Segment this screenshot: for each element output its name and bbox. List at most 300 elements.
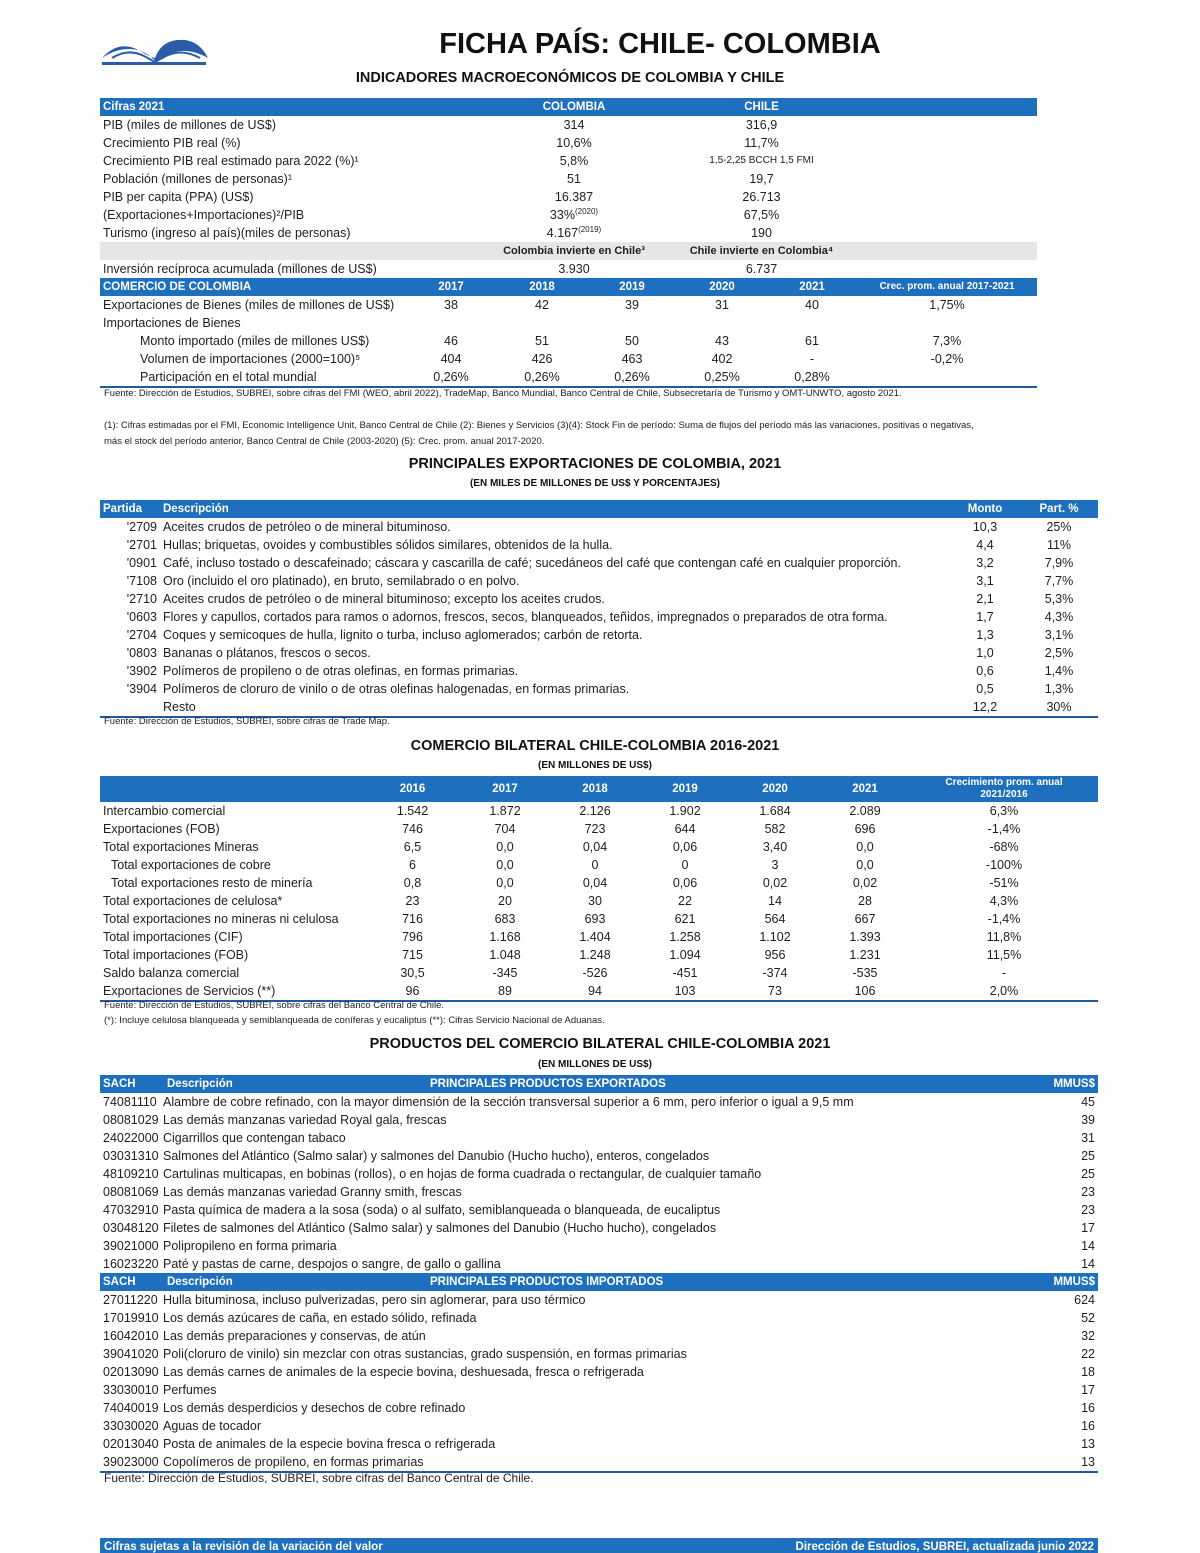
table-cell: -1,4% [987, 912, 1021, 926]
table-cell: 74081110 [103, 1095, 157, 1109]
table-cell: 03048120 [103, 1221, 159, 1235]
investment-row [100, 260, 1037, 278]
table-cell: -100% [985, 858, 1023, 872]
table-cell: Inversión recíproca acumulada (millones de US$) [103, 262, 377, 276]
table-cell [677, 314, 767, 332]
table-cell: 33030020 [103, 1419, 159, 1433]
table-cell: 02013090 [103, 1365, 159, 1379]
table-cell: Posta de animales de la especie bovina fresca o refrigerada [163, 1437, 496, 1451]
table-cell: Aceites crudos de petróleo o de mineral bituminoso; excepto los aceites crudos. [163, 592, 605, 606]
table-cell: 0,0 [856, 858, 874, 872]
export-product-row [100, 1165, 1098, 1183]
table-cell: 39 [1081, 1113, 1095, 1127]
table-cell: Turismo (ingreso al país)(miles de personas) [103, 226, 351, 240]
table-cell: 1,5-2,25 BCCH 1,5 FMI [709, 155, 814, 166]
colombia-trade-row [100, 368, 1037, 387]
export-product-row [100, 1129, 1098, 1147]
table-cell: 1.542 [396, 804, 429, 818]
table-cell: Exportaciones de Servicios (**) [100, 982, 365, 1001]
table-cell: 08081069 [103, 1185, 159, 1199]
table-cell: 25% [1046, 520, 1072, 534]
table-cell: 693 [584, 912, 606, 926]
table-cell: 67,5% [743, 208, 780, 222]
table-cell: 715 [402, 948, 423, 962]
table-cell: 0,06 [672, 840, 698, 854]
bilateral-row [100, 856, 1098, 874]
table-cell: Cigarrillos que contengan tabaco [163, 1131, 346, 1145]
table-cell: 0,02 [762, 876, 788, 890]
table-cell: 2,5% [1044, 646, 1074, 660]
table-cell: 61 [805, 334, 819, 348]
table-cell: 22 [678, 894, 692, 908]
table-cell: 1.902 [669, 804, 701, 818]
table-cell: '7108 [126, 574, 157, 588]
table-cell: 316,9 [745, 118, 778, 132]
table-cell: 103 [640, 982, 730, 1001]
table-cell: 14 [1081, 1257, 1095, 1271]
table-cell: 74040019 [103, 1401, 159, 1415]
table-cell: 16042010 [103, 1329, 159, 1343]
growth-header-cell: Crecimiento prom. anual 2021/2016 [910, 776, 1098, 802]
table-cell: 89 [460, 982, 550, 1001]
table-cell: 1.231 [849, 948, 881, 962]
table-cell: 73 [730, 982, 820, 1001]
table-cell: 24022000 [103, 1131, 159, 1145]
table-cell: 19,7 [749, 172, 774, 186]
table-cell: -0,2% [930, 352, 964, 366]
colombia-trade-table [100, 278, 1037, 388]
macro-row [100, 188, 1037, 206]
exports-products-header [100, 1075, 1098, 1093]
macro-source: Fuente: Dirección de Estudios, SUBREI, sobre cifras del FMI (WEO, abril 2022), TradeMap, Banco Mundial, Banco Central de Chile, Subsecretaría de Turismo y OMT-UNWTO, agosto 2021. [104, 388, 902, 399]
products-units: (EN MILLONES DE US$) [538, 1059, 652, 1070]
table-cell: Total exportaciones Mineras [103, 840, 259, 854]
table-cell: 704 [494, 822, 516, 836]
header-cell: Descripción PRINCIPALES PRODUCTOS EXPORTADOS [160, 1075, 1020, 1093]
import-product-row [100, 1381, 1098, 1399]
bilateral-title: COMERCIO BILATERAL CHILE-COLOMBIA 2016-2021 [410, 738, 780, 754]
header-cell: 2020 [677, 278, 767, 296]
table-cell: 1,7 [976, 610, 994, 624]
table-cell: 03031310 [103, 1149, 159, 1163]
table-cell: 08081029 [103, 1113, 159, 1127]
table-cell: 582 [764, 822, 786, 836]
investment-header-row [100, 242, 1037, 260]
exports-row [100, 590, 1098, 608]
table-cell: '0803 [126, 646, 157, 660]
table-cell: Coques y semicoques de hulla, lignito o turba, incluso aglomerados; carbón de retorta. [163, 628, 643, 642]
table-cell: Los demás azúcares de caña, en estado sólido, refinada [163, 1311, 477, 1325]
header-cell: COLOMBIA [483, 98, 665, 116]
header-cell: 2018 [497, 278, 587, 296]
table-cell: 0,04 [582, 840, 608, 854]
table-cell: 94 [550, 982, 640, 1001]
table-cell: PIB (miles de millones de US$) [103, 118, 276, 132]
header-cell: Descripción PRINCIPALES PRODUCTOS IMPORTADOS [160, 1273, 1020, 1291]
table-cell: Pasta química de madera a la sosa (soda) o al sulfato, semiblanqueada o blanqueada, de eucaliptus [163, 1203, 721, 1217]
table-cell: 1.094 [669, 948, 701, 962]
table-cell: 0 [591, 858, 599, 872]
table-cell: 683 [494, 912, 516, 926]
table-cell [100, 242, 483, 260]
header-cell: 2019 [587, 278, 677, 296]
header-cell: 2017 [405, 278, 497, 296]
table-cell: 17 [1081, 1383, 1095, 1397]
products-source: Fuente: Dirección de Estudios, SUBREI, sobre cifras del Banco Central de Chile. [104, 1471, 534, 1485]
table-cell: 3,1 [976, 574, 994, 588]
header-cell: Crec. prom. anual 2017-2021 [857, 278, 1037, 296]
imports-products-header [100, 1273, 1098, 1291]
exports-source: Fuente: Dirección de Estudios, SUBREI, sobre cifras de Trade Map. [104, 716, 390, 727]
table-cell: 1.102 [759, 930, 791, 944]
import-product-row [100, 1399, 1098, 1417]
table-cell: 0,6 [976, 664, 994, 678]
bilateral-units: (EN MILLONES DE US$) [538, 760, 652, 771]
table-cell: - [809, 352, 815, 366]
table-cell: 13 [1081, 1437, 1095, 1451]
import-product-row [100, 1453, 1098, 1472]
macro-row [100, 116, 1037, 134]
table-cell: 32 [1081, 1329, 1095, 1343]
table-cell: 51 [535, 334, 549, 348]
table-cell: 20 [498, 894, 512, 908]
macro-indicators-table [100, 98, 1037, 278]
table-cell: 46 [444, 334, 458, 348]
table-cell: -345 [492, 966, 518, 980]
table-cell: 7,7% [1044, 574, 1074, 588]
export-product-row [100, 1201, 1098, 1219]
table-cell: 7,9% [1044, 556, 1074, 570]
table-cell [857, 368, 1037, 387]
macro-header-row [100, 98, 1037, 116]
table-cell: 16.387 [554, 190, 594, 204]
table-cell: 4,3% [989, 894, 1019, 908]
header-cell: 2020 [730, 776, 820, 802]
bilateral-source: Fuente: Dirección de Estudios, SUBREI, sobre cifras del Banco Central de Chile. [104, 1000, 445, 1011]
bilateral-row [100, 928, 1098, 946]
table-cell: '3904 [126, 682, 157, 696]
table-cell: Hulla bituminosa, incluso pulverizadas, pero sin aglomerar, para uso térmico [163, 1293, 586, 1307]
header-cell: 2017 [460, 776, 550, 802]
import-product-row [100, 1309, 1098, 1327]
import-product-row [100, 1435, 1098, 1453]
table-cell: 16 [1081, 1419, 1095, 1433]
table-cell: Los demás desperdicios y desechos de cobre refinado [163, 1401, 466, 1415]
table-cell: 6.737 [745, 262, 778, 276]
table-cell: 1.258 [669, 930, 701, 944]
export-product-row [100, 1111, 1098, 1129]
table-cell: 1.872 [489, 804, 521, 818]
import-product-row [100, 1363, 1098, 1381]
table-cell: 0,5 [976, 682, 994, 696]
table-cell: 11,8% [986, 930, 1022, 944]
bilateral-products-table [100, 1075, 1098, 1473]
table-cell: 1.168 [489, 930, 521, 944]
table-cell: 404 [440, 352, 462, 366]
macro-subtitle: INDICADORES MACROECONÓMICOS DE COLOMBIA Y CHILE [355, 70, 785, 86]
table-cell: 0,26% [405, 368, 497, 387]
table-cell: Las demás carnes de animales de la especie bovina, deshuesada, fresca o refrigerada [163, 1365, 644, 1379]
table-cell: 716 [402, 912, 423, 926]
macro-note-2: más el stock del período anterior, Banco Central de Chile (2003-2020) (5): Crec. prom. anual 2017-2020. [104, 436, 545, 447]
table-cell: Total exportaciones de celulosa* [103, 894, 283, 908]
colombia-exports-table [100, 500, 1098, 718]
table-cell: 48109210 [103, 1167, 159, 1181]
table-cell [405, 314, 497, 332]
header-cell: 2018 [550, 776, 640, 802]
table-cell: 18 [1081, 1365, 1095, 1379]
table-cell: 1,4% [1044, 664, 1074, 678]
table-cell: PIB per capita (PPA) (US$) [103, 190, 254, 204]
header-cell [100, 776, 365, 802]
colombia-trade-row [100, 314, 1037, 332]
table-cell: 51 [567, 172, 581, 186]
table-cell: Total exportaciones resto de minería [111, 876, 313, 890]
header-cell: Partida [100, 500, 160, 518]
footer-right: Dirección de Estudios, SUBREI, actualizada junio 2022 [795, 1541, 1094, 1553]
table-cell: 11,7% [744, 136, 779, 150]
macro-row [100, 134, 1037, 152]
header-cell: 2021 [767, 278, 857, 296]
header-cell: CHILE [665, 98, 1037, 116]
table-cell: 2.126 [579, 804, 611, 818]
table-cell: Flores y capullos, cortados para ramos o adornos, frescos, secos, blanqueados, teñidos, impregnados o preparados de otra forma. [163, 610, 888, 624]
export-product-row [100, 1183, 1098, 1201]
table-cell: 52 [1081, 1311, 1095, 1325]
table-cell: Paté y pastas de carne, despojos o sangre, de gallo o gallina [163, 1257, 501, 1271]
export-product-row [100, 1093, 1098, 1111]
table-cell: Copolímeros de propileno, en formas primarias [160, 1453, 1020, 1472]
table-cell: 96 [365, 982, 460, 1001]
table-cell: Total importaciones (FOB) [103, 948, 249, 962]
header-cell: COMERCIO DE COLOMBIA [100, 278, 405, 296]
table-cell: Polímeros de cloruro de vinilo o de otras olefinas halogenadas, en formas primarias. [163, 682, 630, 696]
table-cell: Aguas de tocador [163, 1419, 261, 1433]
table-cell: '2701 [126, 538, 157, 552]
table-cell: 23 [405, 894, 420, 908]
macro-note-1: (1): Cifras estimadas por el FMI, Economic Intelligence Unit, Banco Central de Chile (2): Bienes y Servicios (3)(4): Stock Fin de período: Suma de flujos del período más las variaciones, positivas o negativas, [104, 420, 974, 431]
table-cell: 667 [854, 912, 876, 926]
table-cell: 4,4 [976, 538, 994, 552]
table-cell: 796 [402, 930, 423, 944]
table-cell: 43 [715, 334, 729, 348]
table-cell: 0,28% [767, 368, 857, 387]
header-cell: SACH [100, 1273, 160, 1291]
bilateral-row [100, 910, 1098, 928]
table-cell: 02013040 [103, 1437, 159, 1451]
table-cell: 6,3% [989, 804, 1019, 818]
table-cell: 39023000 [100, 1453, 160, 1472]
table-cell: 0,02 [852, 876, 878, 890]
table-cell: Monto importado (miles de millones US$) [140, 334, 370, 348]
header-cell: MMUS$ [1020, 1273, 1098, 1291]
table-cell [767, 314, 857, 332]
exports-row [100, 698, 1098, 717]
table-cell: -526 [582, 966, 608, 980]
table-cell: 12,2 [950, 698, 1020, 717]
table-cell: 16023220 [103, 1257, 159, 1271]
table-cell: -451 [672, 966, 698, 980]
table-cell: 0 [681, 858, 689, 872]
exports-header-row [100, 500, 1098, 518]
table-cell: 39 [625, 298, 639, 312]
table-cell: -535 [852, 966, 878, 980]
exports-row [100, 536, 1098, 554]
table-cell: Volumen de importaciones (2000=100)⁵ [140, 352, 361, 366]
export-product-row [100, 1237, 1098, 1255]
colombia-trade-row [100, 350, 1037, 368]
table-cell: Poli(cloruro de vinilo) sin mezclar con otras sustancias, grado suspensión, en formas primarias [163, 1347, 687, 1361]
table-cell: 3,1% [1044, 628, 1074, 642]
table-cell: Polipropileno en forma primaria [163, 1239, 337, 1253]
table-cell: 22 [1081, 1347, 1095, 1361]
table-cell: 2,1 [976, 592, 994, 606]
table-cell: Población (millones de personas)¹ [103, 172, 292, 186]
table-cell: Cartulinas multicapas, en bobinas (rollos), o en hojas de forma cuadrada o rectangular, de cualquier tamaño [163, 1167, 762, 1181]
footer-left: Cifras sujetas a la revisión de la variación del valor [104, 1541, 383, 1553]
table-cell: 2.089 [849, 804, 881, 818]
table-cell: Polímeros de propileno o de otras olefinas, en formas primarias. [163, 664, 519, 678]
table-cell: 23 [1081, 1185, 1095, 1199]
footer-bar [100, 1538, 1098, 1553]
table-cell: 0,06 [672, 876, 698, 890]
import-product-row [100, 1345, 1098, 1363]
table-cell: '2710 [126, 592, 157, 606]
table-cell: 45 [1081, 1095, 1095, 1109]
colombia-trade-row [100, 332, 1037, 350]
header-cell: Monto [950, 500, 1020, 518]
table-cell: 106 [820, 982, 910, 1001]
table-cell: '2709 [126, 520, 157, 534]
bilateral-note: (*): Incluye celulosa blanqueada y semiblanqueada de coníferas y eucaliptus (**): Cifras Servicio Nacional de Aduanas. [104, 1015, 605, 1026]
table-cell: - [1001, 966, 1007, 980]
table-cell: 6,5 [403, 840, 422, 854]
table-cell: $4.167^{(2019)}$ [546, 224, 602, 240]
table-cell: 10,6% [556, 136, 592, 150]
table-cell: 39041020 [103, 1347, 159, 1361]
table-cell: 0,26% [587, 368, 677, 387]
table-cell: 0,0 [496, 840, 514, 854]
header-cell: Part. % [1020, 500, 1098, 518]
table-cell: 1,0 [976, 646, 994, 660]
bilateral-row [100, 874, 1098, 892]
header-cell: 2019 [640, 776, 730, 802]
table-cell: Aceites crudos de petróleo o de mineral bituminoso. [163, 520, 451, 534]
table-cell: Resto [160, 698, 950, 717]
table-cell: 6 [409, 858, 416, 872]
bilateral-row [100, 946, 1098, 964]
table-cell: 0,25% [677, 368, 767, 387]
table-cell: Exportaciones (FOB) [103, 822, 220, 836]
export-product-row [100, 1147, 1098, 1165]
header-cell: Descripción [160, 500, 950, 518]
table-cell: 17 [1081, 1221, 1095, 1235]
table-cell: 26.713 [742, 190, 781, 204]
table-cell: 314 [563, 118, 585, 132]
table-cell: '0603 [126, 610, 157, 624]
table-cell [587, 314, 677, 332]
table-cell: 31 [715, 298, 729, 312]
table-cell: 38 [444, 298, 458, 312]
table-cell: 3,2 [976, 556, 994, 570]
table-cell: Intercambio comercial [103, 804, 226, 818]
header-cell: SACH [100, 1075, 160, 1093]
table-cell: 47032910 [103, 1203, 159, 1217]
table-cell: 190 [751, 226, 772, 240]
table-cell: 0,0 [496, 858, 514, 872]
table-cell: Las demás preparaciones y conservas, de atún [163, 1329, 426, 1343]
table-cell: 50 [625, 334, 639, 348]
exports-row [100, 662, 1098, 680]
table-cell: 1,3 [976, 628, 994, 642]
colombia-trade-header [100, 278, 1037, 296]
table-cell: '3902 [126, 664, 157, 678]
colombia-trade-row [100, 296, 1037, 314]
bilateral-row [100, 820, 1098, 838]
table-cell: 30% [1020, 698, 1098, 717]
macro-row [100, 170, 1037, 188]
header-cell: Cifras 2021 [100, 98, 483, 116]
table-cell: -51% [989, 876, 1019, 890]
bilateral-row [100, 964, 1098, 982]
table-cell: Las demás manzanas variedad Granny smith, frescas [163, 1185, 462, 1199]
table-cell: Participación en el total mundial [100, 368, 405, 387]
table-cell: 1.684 [759, 804, 791, 818]
table-cell: 33030010 [103, 1383, 159, 1397]
table-cell: Total exportaciones no mineras ni celulosa [103, 912, 339, 926]
header-cell: 2021 [820, 776, 910, 802]
table-cell: 0,04 [582, 876, 608, 890]
page-title: FICHA PAÍS: CHILE- COLOMBIA [439, 28, 881, 60]
table-cell: 1.248 [579, 948, 611, 962]
table-cell: Bananas o plátanos, frescos o secos. [163, 646, 371, 660]
table-cell: 11,5% [986, 948, 1022, 962]
macro-row [100, 152, 1037, 170]
table-cell: 30,5 [400, 966, 425, 980]
table-cell: Oro (incluido el oro platinado), en bruto, semilabrado o en polvo. [163, 574, 520, 588]
table-cell: 30 [588, 894, 602, 908]
table-cell: (Exportaciones+Importaciones)²/PIB [103, 208, 305, 222]
table-cell [100, 698, 160, 717]
macro-row [100, 206, 1037, 224]
table-cell: 402 [711, 352, 733, 366]
exports-title: PRINCIPALES EXPORTACIONES DE COLOMBIA, 2021 [408, 456, 782, 472]
bilateral-row [100, 838, 1098, 856]
table-cell: 426 [531, 352, 553, 366]
table-cell: Saldo balanza comercial [103, 966, 240, 980]
table-cell: 1.393 [849, 930, 881, 944]
bilateral-header-row [100, 776, 1098, 802]
products-title: PRODUCTOS DEL COMERCIO BILATERAL CHILE-COLOMBIA 2021 [369, 1036, 831, 1052]
table-cell: 28 [858, 894, 872, 908]
table-cell: 1.048 [489, 948, 521, 962]
table-cell: Crecimiento PIB real estimado para 2022 (%)¹ [103, 154, 359, 168]
table-cell: 17019910 [103, 1311, 159, 1325]
table-cell: 14 [1081, 1239, 1095, 1253]
table-cell: 1.404 [579, 930, 611, 944]
table-cell: Crecimiento PIB real (%) [103, 136, 241, 150]
table-cell: 624 [1074, 1293, 1095, 1307]
table-cell: -374 [762, 966, 788, 980]
table-cell: 1,3% [1044, 682, 1074, 696]
table-cell: 23 [1081, 1203, 1095, 1217]
table-cell: 16 [1081, 1401, 1095, 1415]
import-product-row [100, 1417, 1098, 1435]
import-product-row [100, 1291, 1098, 1309]
table-cell [857, 314, 1037, 332]
table-cell: 40 [805, 298, 819, 312]
bilateral-trade-table [100, 776, 1098, 1002]
